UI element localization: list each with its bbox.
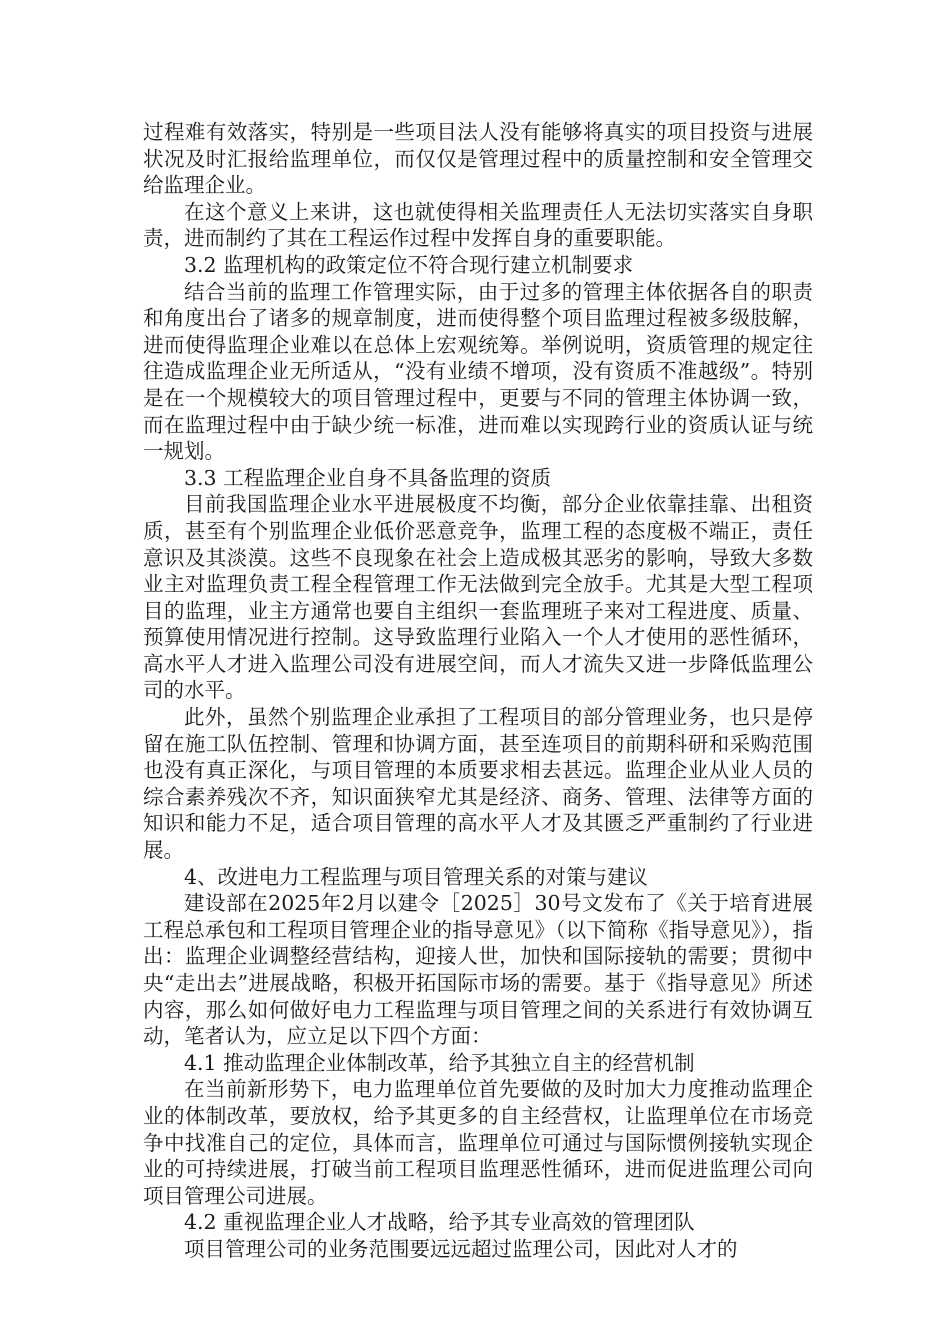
paragraph: 目前我国监理企业水平进展极度不均衡，部分企业依靠挂靠、出租资质，甚至有个别监理企业低价恶意竞争，监理工程的态度极不端正，责任意识及其淡漠。这些不良现象在社会上造成极其恶劣的影响，导致大多数业主对监理负责工程全程管理工作无法做到完全放手。尤其是大型工程项目的监理，业主方通常也要自主组织一套监理班子来对工程进度、质量、预算使用情况进行控制。这导致监理行业陷入一个人才使用的恶性循环，高水平人才进入监理公司没有进展空间，而人才流失又进一步降低监理公司的水平。 xyxy=(143,492,813,703)
document-body xyxy=(143,119,813,1263)
paragraph: 项目管理公司的业务范围要远远超过监理公司，因此对人才的 xyxy=(184,1236,738,1261)
paragraph: 在当前新形势下，电力监理单位首先要做的及时加大力度推动监理企业的体制改革，要放权，给予其更多的自主经营权，让监理单位在市场竞争中找准自己的定位，具体而言，监理单位可通过与国际惯例接轨实现企业的可持续进展，打破当前工程项目监理恶性循环，进而促进监理公司向项目管理公司进展。 xyxy=(143,1077,813,1208)
paragraph: 结合当前的监理工作管理实际，由于过多的管理主体依据各自的职责和角度出台了诸多的规章制度，进而使得整个项目监理过程被多级肢解，进而使得监理企业难以在总体上宏观统筹。举例说明，资质管理的规定往往造成监理企业无所适从，“没有业绩不增项，没有资质不准越级”。特别是在一个规模较大的项目管理过程中，更要与不同的管理主体协调一致，而在监理过程中由于缺少统一标准，进而难以实现跨行业的资质认证与统一规划。 xyxy=(143,279,813,464)
section-heading-3-3: 3.3 工程监理企业自身不具备监理的资质 xyxy=(184,465,552,490)
paragraph-continuation: 过程难有效落实，特别是一些项目法人没有能够将真实的项目投资与进展状况及时汇报给监理单位，而仅仅是管理过程中的质量控制和安全管理交给监理企业。 xyxy=(143,120,813,198)
section-heading-4-1: 4.1 推动监理企业体制改革，给予其独立自主的经营机制 xyxy=(184,1050,695,1075)
section-heading-4: 4、改进电力工程监理与项目管理关系的对策与建议 xyxy=(184,864,649,889)
section-heading-4-2: 4.2 重视监理企业人才战略，给予其专业高效的管理团队 xyxy=(184,1210,695,1235)
paragraph: 此外，虽然个别监理企业承担了工程项目的部分管理业务，也只是停留在施工队伍控制、管理和协调方面，甚至连项目的前期科研和采购范围也没有真正深化，与项目管理的本质要求相去甚远。监理企业从业人员的综合素养残次不齐，知识面狭窄尤其是经济、商务、管理、法律等方面的知识和能力不足，适合项目管理的高水平人才及其匮乏严重制约了行业进展。 xyxy=(143,705,813,863)
paragraph: 在这个意义上来讲，这也就使得相关监理责任人无法切实落实自身职责，进而制约了其在工程运作过程中发挥自身的重要职能。 xyxy=(143,199,813,251)
paragraph: 建设部在2025年2月以建令［2025］30号文发布了《关于培育进展工程总承包和工程项目管理企业的指导意见》（以下简称《指导意见》），指出：监理企业调整经营结构，迎接人世，加快和国际接轨的需要；贯彻中央“走出去”进展战略，积极开拓国际市场的需要。基于《指导意见》所述内容，那么如何做好电力工程监理与项目管理之间的关系进行有效协调互动，笔者认为，应立足以下四个方面： xyxy=(143,891,813,1049)
section-heading-3-2: 3.2 监理机构的政策定位不符合现行建立机制要求 xyxy=(184,252,634,277)
